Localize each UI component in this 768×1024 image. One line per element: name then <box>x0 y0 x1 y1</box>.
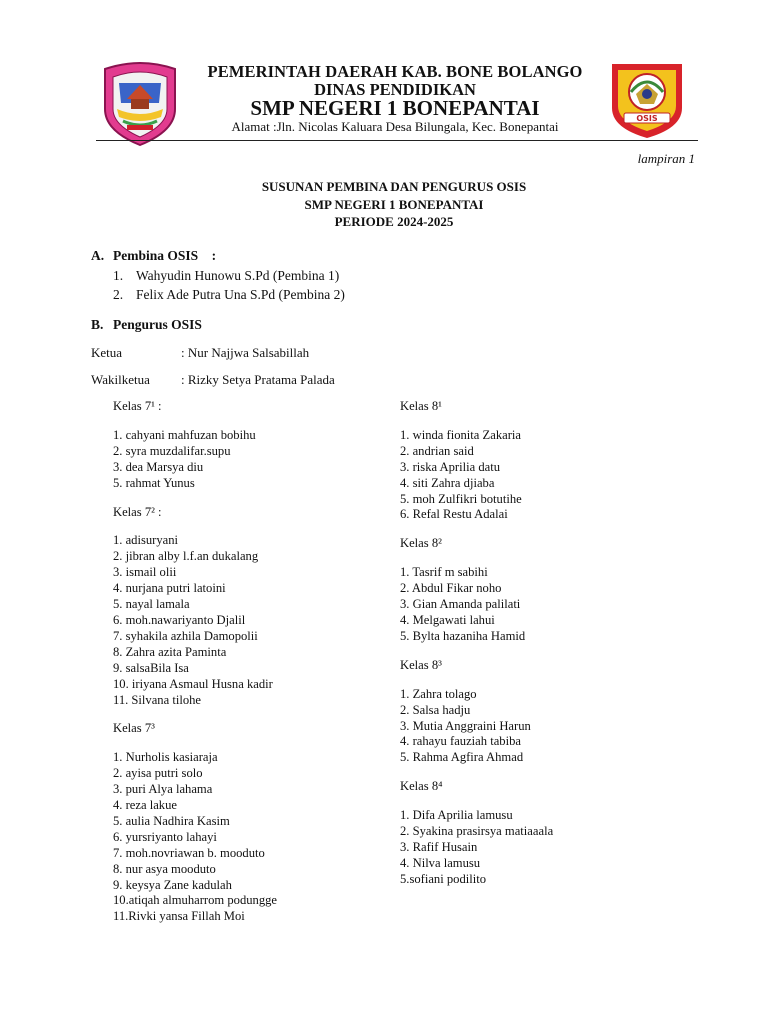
member-item: 4. reza lakue <box>113 798 177 813</box>
member-item: 1. Zahra tolago <box>400 686 477 701</box>
document-title-line3: PERIODE 2024-2025 <box>334 214 454 229</box>
ketua-value: : Nur Najjwa Salsabillah <box>181 345 310 360</box>
member-item: 2. ayisa putri solo <box>113 766 203 781</box>
member-item: 1. Tasrif m sabihi <box>400 565 488 580</box>
osis-emblem-logo <box>606 58 688 140</box>
kelas-label: Kelas 8¹ <box>400 399 442 413</box>
member-item: 2. Syakina prasirsya matiaaala <box>400 824 554 839</box>
osis-logo-text: OSIS <box>636 114 658 123</box>
member-item: 1. Difa Aprilia lamusu <box>400 808 513 823</box>
member-item: 5. nayal lamala <box>113 597 190 612</box>
kelas-member-list <box>400 687 553 767</box>
kelas-member-list <box>113 750 277 925</box>
header-department: DINAS PENDIDIKAN <box>314 80 476 99</box>
member-item: 3. Rafif Husain <box>400 839 478 854</box>
pembina-item-text: Wahyudin Hunowu S.Pd (Pembina 1) <box>136 268 340 283</box>
lampiran-note: lampiran 1 <box>637 151 695 166</box>
header-school-name: SMP NEGERI 1 BONEPANTAI <box>250 96 540 120</box>
document-title-line1: SUSUNAN PEMBINA DAN PENGURUS OSIS <box>261 179 527 194</box>
kelas-label: Kelas 8³ <box>400 657 442 672</box>
member-item: 1. Nurholis kasiaraja <box>113 750 218 765</box>
member-item: 10. iriyana Asmaul Husna kadir <box>113 676 273 691</box>
member-item: 11. Silvana tilohe <box>113 692 202 707</box>
kelas-label: Kelas 8² <box>400 536 442 551</box>
member-item: 5. Bylta hazaniha Hamid <box>400 628 526 643</box>
kelas-label: Kelas 7² : <box>113 504 162 519</box>
header-government: PEMERINTAH DAERAH KAB. BONE BOLANGO <box>207 62 583 81</box>
kelas-member-list <box>400 428 553 523</box>
member-item: 4. rahayu fauziah tabiba <box>400 734 521 749</box>
member-item: 8. nur asya mooduto <box>113 861 216 876</box>
member-item: 8. Zahra azita Paminta <box>113 644 227 659</box>
section-b-heading <box>91 317 202 333</box>
header-divider <box>96 140 698 141</box>
pembina-list <box>113 266 345 304</box>
member-item: 4. Nilva lamusu <box>400 855 481 870</box>
member-item: 5. moh Zulfikri botutihe <box>400 491 522 506</box>
member-item: 5.sofiani podilito <box>400 871 487 886</box>
member-item: 3. riska Aprilia datu <box>400 459 501 474</box>
member-item: 6. Refal Restu Adalai <box>400 507 508 522</box>
member-item: 3. puri Alya lahama <box>113 782 213 797</box>
pembina-item-number: 2. <box>113 287 124 302</box>
member-item: 3. dea Marsya diu <box>113 459 204 474</box>
header-address: Alamat :Jln. Nicolas Kaluara Desa Bilungala, Kec. Bonepantai <box>231 119 559 134</box>
section-a-letter: A. <box>91 248 105 263</box>
section-b-letter: B. <box>91 317 104 332</box>
kelas-label: Kelas 7¹ : <box>113 399 162 413</box>
member-item: 4. Melgawati lahui <box>400 612 495 627</box>
pembina-item-number: 1. <box>113 268 124 283</box>
kelas-member-list <box>113 428 277 492</box>
member-item: 7. syhakila azhila Damopolii <box>113 628 258 643</box>
member-item: 5. rahmat Yunus <box>113 475 195 490</box>
member-item: 1. adisuryani <box>113 533 179 548</box>
member-item: 11.Rivki yansa Fillah Moi <box>113 909 245 924</box>
wakilketua-label: Wakilketua <box>91 372 150 387</box>
member-item: 2. Abdul Fikar noho <box>400 581 502 596</box>
ketua-label: Ketua <box>91 345 123 360</box>
kelas-label: Kelas 7³ <box>113 721 155 736</box>
member-item: 2. andrian said <box>400 443 474 458</box>
section-b-label: Pengurus OSIS <box>113 317 202 332</box>
member-item: 1. winda fionita Zakaria <box>400 427 521 442</box>
member-item: 3. Gian Amanda palilati <box>400 597 521 612</box>
member-item: 2. syra muzdalifar.supu <box>113 443 231 458</box>
member-item: 6. yursriyanto lahayi <box>113 829 217 844</box>
member-item: 4. nurjana putri latoini <box>113 581 226 596</box>
section-a-label: Pembina OSIS : <box>113 248 217 263</box>
kelas-7-column <box>113 399 277 938</box>
kelas-label: Kelas 8⁴ <box>400 779 443 794</box>
member-item: 7. moh.novriawan b. mooduto <box>113 845 265 860</box>
kelas-member-list <box>400 565 553 645</box>
wakilketua-value: : Rizky Setya Pratama Palada <box>181 372 335 387</box>
pembina-item-text: Felix Ade Putra Una S.Pd (Pembina 2) <box>136 287 345 302</box>
regency-emblem-logo <box>99 59 181 147</box>
member-item: 3. ismail olii <box>113 565 177 580</box>
kelas-member-list <box>400 808 553 888</box>
member-item: 6. moh.nawariyanto Djalil <box>113 612 246 627</box>
member-item: 9. keysya Zane kadulah <box>113 877 232 892</box>
kelas-8-column <box>400 399 553 901</box>
pembina-item <box>113 285 345 304</box>
member-item: 2. jibran alby l.f.an dukalang <box>113 549 259 564</box>
member-item: 10.atiqah almuharrom podungge <box>113 893 278 908</box>
document-title-line2: SMP NEGERI 1 BONEPANTAI <box>304 197 484 212</box>
member-item: 1. cahyani mahfuzan bobihu <box>113 427 256 442</box>
member-item: 4. siti Zahra djiaba <box>400 475 495 490</box>
member-item: 5. Rahma Agfira Ahmad <box>400 750 524 765</box>
member-item: 3. Mutia Anggraini Harun <box>400 718 531 733</box>
member-item: 5. aulia Nadhira Kasim <box>113 813 230 828</box>
kelas-member-list <box>113 533 277 708</box>
pembina-item <box>113 266 345 285</box>
section-a-heading <box>91 248 216 264</box>
member-item: 2. Salsa hadju <box>400 702 471 717</box>
member-item: 9. salsaBila Isa <box>113 660 189 675</box>
